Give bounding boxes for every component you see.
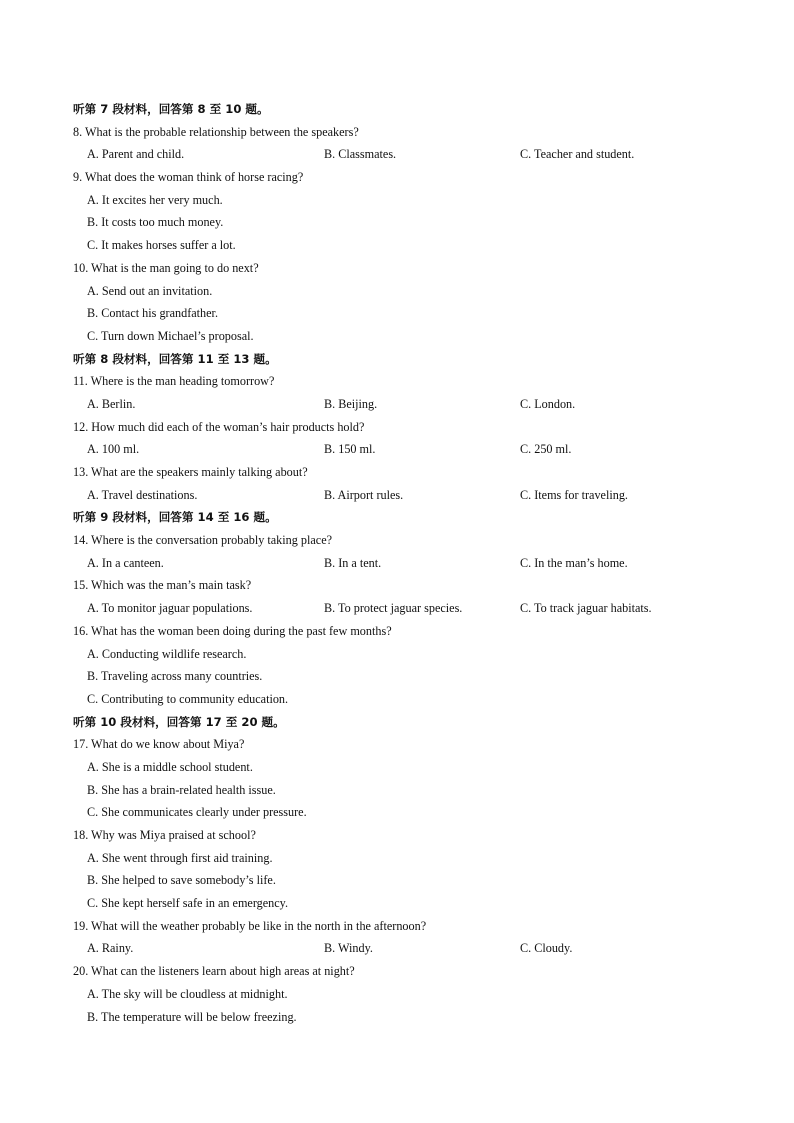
question-stem: 12. How much did each of the woman’s hair products hold? xyxy=(73,419,365,434)
option-a[interactable]: A. Berlin. xyxy=(87,396,136,411)
option-row xyxy=(73,438,733,461)
question-stem: 11. Where is the man heading tomorrow? xyxy=(73,374,275,389)
exam-page xyxy=(73,98,733,1028)
option-a[interactable]: A. Travel destinations. xyxy=(87,487,198,502)
section-heading: 听第 7 段材料，回答第 8 至 10 题。 xyxy=(73,102,269,116)
option-row xyxy=(73,552,733,575)
option-b[interactable]: B. Traveling across many countries. xyxy=(87,669,263,684)
option-c[interactable]: C. London. xyxy=(520,396,576,411)
option-c[interactable]: C. Cloudy. xyxy=(520,941,573,956)
option-a[interactable]: A. Rainy. xyxy=(87,941,134,956)
option-b[interactable]: B. Contact his grandfather. xyxy=(87,306,218,321)
question-stem: 13. What are the speakers mainly talking about? xyxy=(73,465,308,479)
question-stem: 20. What can the listeners learn about high areas at night? xyxy=(73,964,355,979)
option-b[interactable]: B. Windy. xyxy=(324,941,373,956)
option-row xyxy=(73,937,733,960)
option-b[interactable]: B. It costs too much money. xyxy=(87,215,224,230)
option-a[interactable]: A. She went through first aid training. xyxy=(87,850,273,865)
section-heading: 听第 9 段材料，回答第 14 至 16 题。 xyxy=(73,510,277,525)
option-a[interactable]: A. Parent and child. xyxy=(87,147,185,162)
option-c[interactable]: C. She communicates clearly under pressure. xyxy=(87,805,307,820)
option-b[interactable]: B. She helped to save somebody’s life. xyxy=(87,873,276,888)
option-c[interactable]: C. Teacher and student. xyxy=(520,147,635,162)
option-b[interactable]: B. In a tent. xyxy=(324,555,382,570)
question-stem: 8. What is the probable relationship between the speakers? xyxy=(73,124,359,139)
question-stem: 19. What will the weather probably be like in the north in the afternoon? xyxy=(73,918,427,933)
question-stem: 10. What is the man going to do next? xyxy=(73,260,259,275)
option-a[interactable]: A. To monitor jaguar populations. xyxy=(87,601,253,616)
option-a[interactable]: A. 100 ml. xyxy=(87,442,140,457)
question-stem: 15. Which was the man’s main task? xyxy=(73,578,252,593)
section-heading: 听第 10 段材料，回答第 17 至 20 题。 xyxy=(73,714,285,729)
option-b[interactable]: B. 150 ml. xyxy=(324,442,376,457)
option-a[interactable]: A. She is a middle school student. xyxy=(87,759,253,774)
question-stem: 18. Why was Miya praised at school? xyxy=(73,828,256,842)
question-stem: 14. Where is the conversation probably taking place? xyxy=(73,533,333,548)
option-c[interactable]: C. Turn down Michael’s proposal. xyxy=(87,328,254,343)
question-stem: 17. What do we know about Miya? xyxy=(73,737,245,752)
option-c[interactable]: C. In the man’s home. xyxy=(520,555,628,570)
option-b[interactable]: B. She has a brain-related health issue. xyxy=(87,782,276,797)
option-row xyxy=(73,393,733,416)
option-a[interactable]: A. In a canteen. xyxy=(87,555,164,570)
option-c[interactable]: C. It makes horses suffer a lot. xyxy=(87,238,236,253)
option-b[interactable]: B. The temperature will be below freezing. xyxy=(87,1009,297,1024)
option-b[interactable]: B. Classmates. xyxy=(324,147,397,162)
option-row xyxy=(73,143,733,166)
section-heading: 听第 8 段材料，回答第 11 至 13 题。 xyxy=(73,351,277,366)
option-c[interactable]: C. To track jaguar habitats. xyxy=(520,601,652,616)
option-c[interactable]: C. She kept herself safe in an emergency. xyxy=(87,896,289,911)
option-c[interactable]: C. 250 ml. xyxy=(520,442,572,457)
question-stem: 9. What does the woman think of horse racing? xyxy=(73,170,304,185)
option-b[interactable]: B. Beijing. xyxy=(324,396,378,411)
option-a[interactable]: A. Send out an invitation. xyxy=(87,283,213,298)
option-b[interactable]: B. To protect jaguar species. xyxy=(324,601,463,616)
option-row xyxy=(73,484,733,507)
option-a[interactable]: A. Conducting wildlife research. xyxy=(87,646,247,661)
question-stem: 16. What has the woman been doing during the past few months? xyxy=(73,623,392,638)
option-a[interactable]: A. The sky will be cloudless at midnight. xyxy=(87,986,288,1001)
option-row xyxy=(73,597,733,620)
option-b[interactable]: B. Airport rules. xyxy=(324,487,404,502)
option-c[interactable]: C. Items for traveling. xyxy=(520,487,628,502)
option-a[interactable]: A. It excites her very much. xyxy=(87,192,223,207)
option-c[interactable]: C. Contributing to community education. xyxy=(87,691,289,706)
